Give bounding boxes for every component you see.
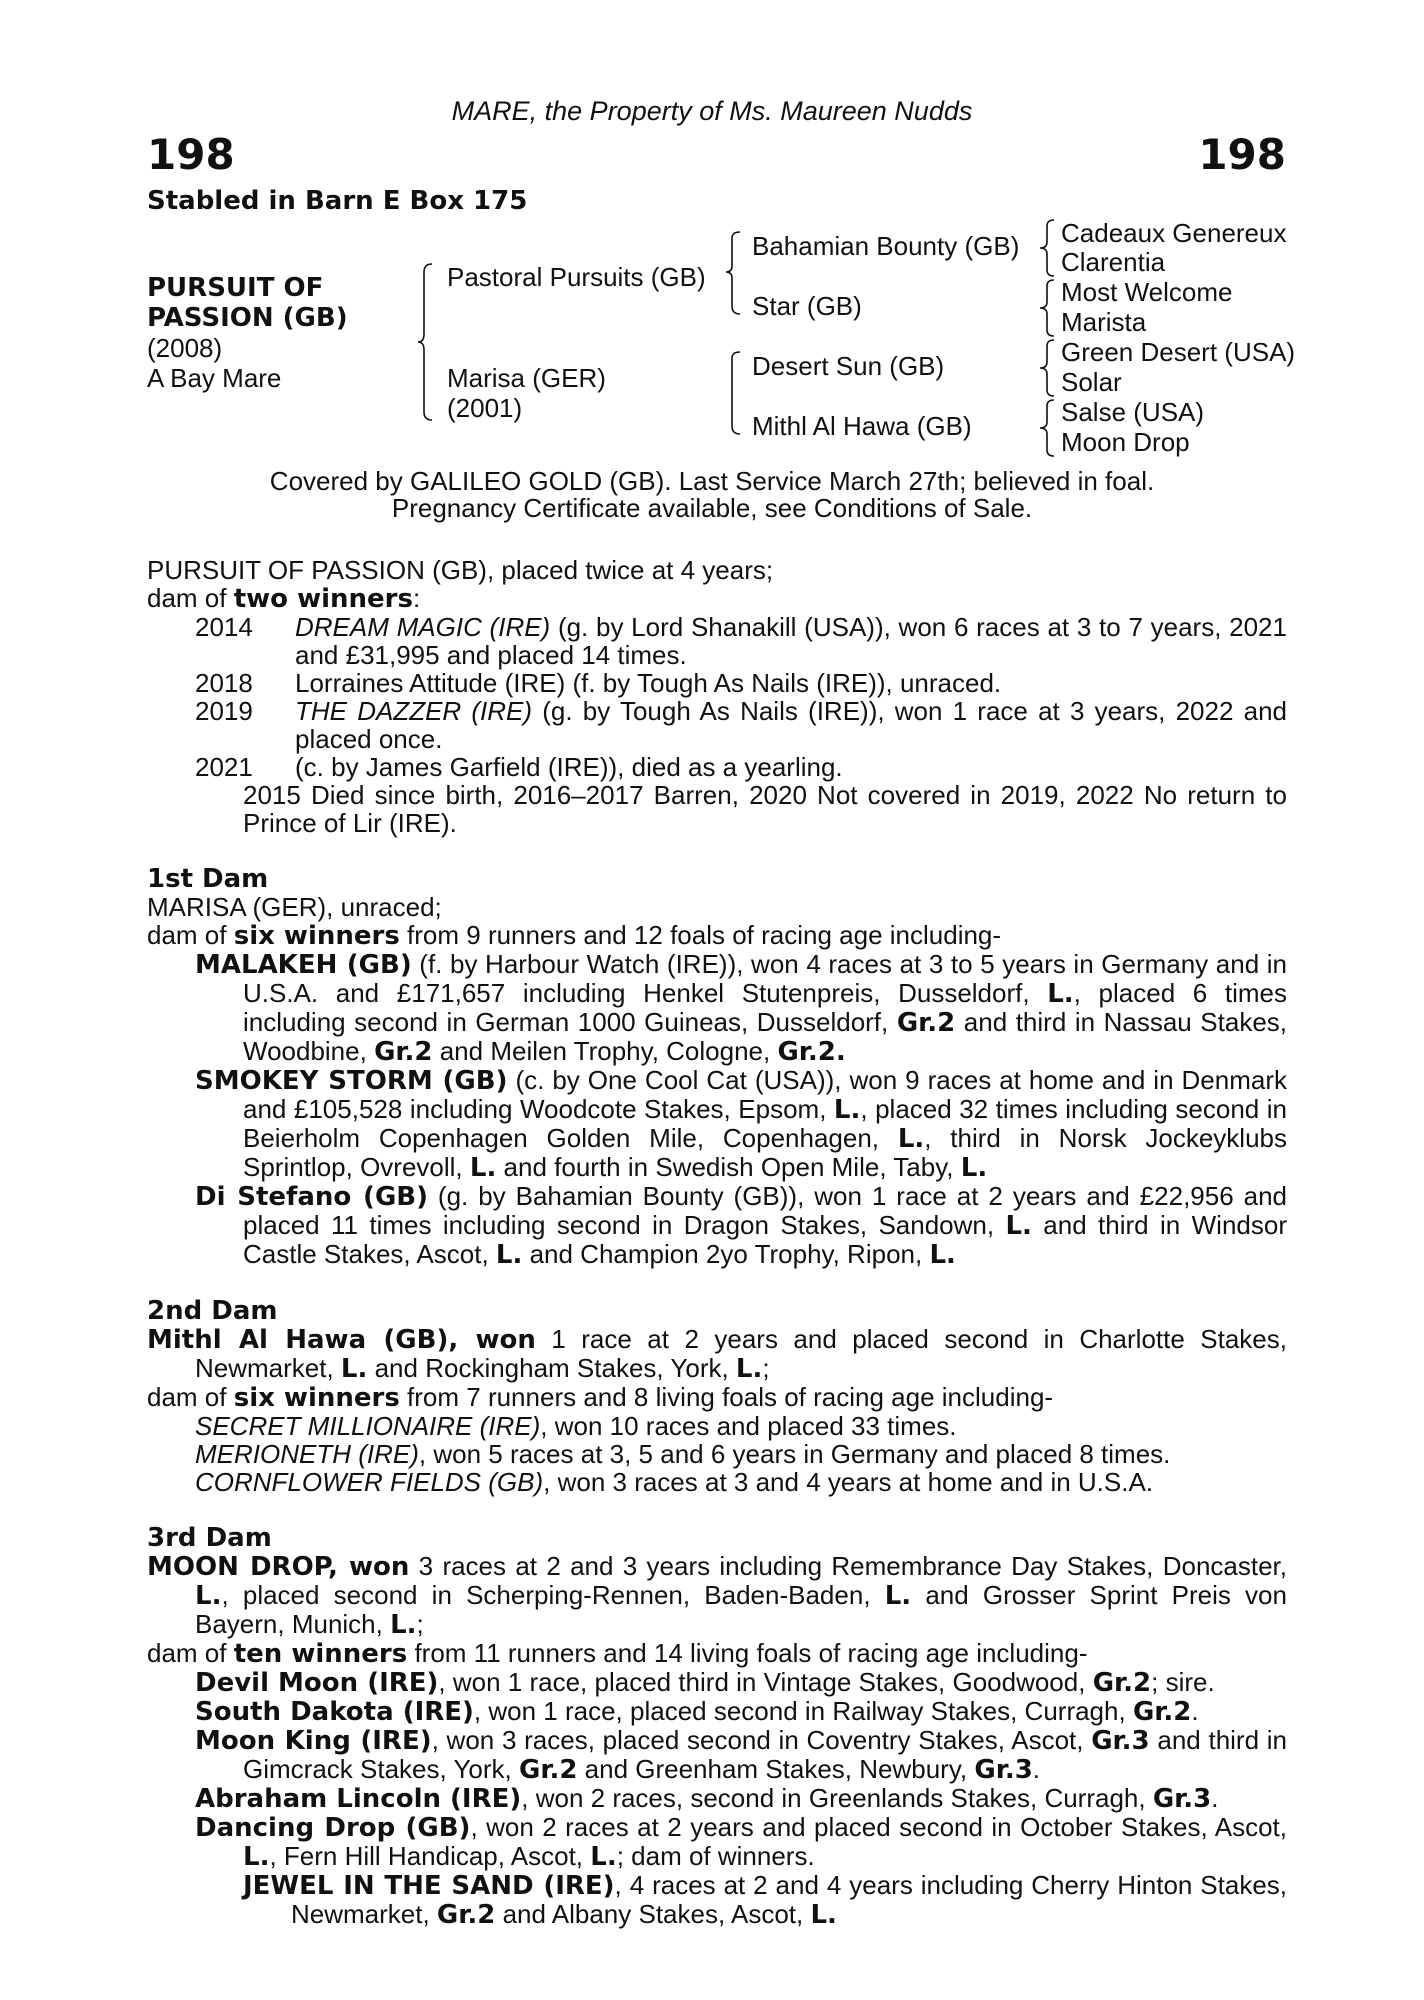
stabling-info: Stabled in Barn E Box 175 [147, 186, 528, 216]
winner-cornflower-fields: CORNFLOWER FIELDS (GB), won 3 races at 3 and 4 years at home and in U.S.A. [195, 1467, 1154, 1497]
first-dam-heading: 1st Dam [147, 864, 269, 894]
pregnancy-line: Pregnancy Certificate available, see Conditions of Sale. [391, 493, 1033, 523]
winner-devil-moon: Devil Moon (IRE), won 1 race, placed third in Vintage Stakes, Goodwood, Gr.2; sire. [195, 1667, 1215, 1698]
second-dam-heading: 2nd Dam [147, 1296, 278, 1326]
first-dam-dam-of: dam of six winners from 9 runners and 12 foals of racing age including- [147, 920, 1002, 951]
bracket-gen3-1 [1040, 218, 1058, 278]
sd-dam: Marista [1061, 307, 1147, 337]
horse-name-line2: PASSION (GB) [147, 303, 348, 333]
horse-description: A Bay Mare [147, 363, 282, 393]
winner-moon-king: Moon King (IRE), won 3 races, placed second in Coventry Stakes, Ascot, Gr.3 and third in Gimcrack Stakes, York, Gr.2 and Greenham Stakes, Newbury, Gr.3. [195, 1725, 1287, 1785]
dam-dam: Mithl Al Hawa (GB) [752, 411, 972, 441]
winner-dancing-drop: Dancing Drop (GB), won 2 races at 2 years and placed second in October Stakes, Ascot, L., Fern Hill Handicap, Ascot, L.; dam of winners. [195, 1812, 1287, 1872]
page-header: MARE, the Property of Ms. Maureen Nudds [451, 96, 973, 126]
winner-di-stefano: Di Stefano (GB) (g. by Bahamian Bounty (GB)), won 1 race at 2 years and £22,956 and placed 11 times including second in Dragon Stakes, Sandown, L. and third in Windsor Castle Stakes, Ascot, L. and Champion 2yo Trophy, Ripon, L. [195, 1181, 1287, 1270]
winner-abraham-lincoln: Abraham Lincoln (IRE), won 2 races, second in Greenlands Stakes, Curragh, Gr.3. [195, 1783, 1219, 1814]
third-dam-heading: 3rd Dam [147, 1523, 272, 1553]
produce-notes: 2015 Died since birth, 2016–2017 Barren, 2020 Not covered in 2019, 2022 No return to Prince of Lir (IRE). [243, 780, 1287, 838]
lot-number-left: 198 [147, 130, 235, 179]
dd-sire: Salse (USA) [1061, 397, 1205, 427]
bracket-gen3-4 [1040, 398, 1058, 458]
second-dam-record: Mithl Al Hawa (GB), won 1 race at 2 years and placed second in Charlotte Stakes, Newmarket, L. and Rockingham Stakes, York, L.; [147, 1324, 1287, 1384]
dam-name: Marisa (GER) [447, 363, 606, 393]
sire-dam: Star (GB) [752, 291, 862, 321]
second-dam-dam-of: dam of six winners from 7 runners and 8 living foals of racing age including- [147, 1382, 1054, 1413]
ds-sire: Green Desert (USA) [1061, 337, 1296, 367]
produce-2019: 2019 THE DAZZER (IRE) (g. by Tough As Nails (IRE)), won 1 race at 3 years, 2022 and placed once. [195, 696, 1287, 754]
third-dam-record: MOON DROP, won 3 races at 2 and 3 years including Remembrance Day Stakes, Doncaster, L., placed second in Scherping-Rennen, Baden-Baden, L. and Grosser Sprint Preis von Bayern, Munich, L.; [147, 1551, 1287, 1640]
winner-smokey-storm: SMOKEY STORM (GB) (c. by One Cool Cat (USA)), won 9 races at home and in Denmark and £105,528 including Woodcote Stakes, Epsom, L., placed 32 times including second in Beierholm Copenhagen Golden Mile, Copenhagen, L., third in Norsk Jockeyklubs Sprintlop, Ovrevoll, L. and fourth in Swedish Open Mile, Taby, L. [195, 1065, 1287, 1183]
horse-name-line1: PURSUIT OF [147, 273, 324, 303]
produce-2018: 2018 Lorraines Attitude (IRE) (f. by Tough As Nails (IRE)), unraced. [195, 668, 1002, 698]
produce-intro: PURSUIT OF PASSION (GB), placed twice at 4 years; [147, 555, 774, 585]
covering-info [0, 468, 1424, 522]
bracket-gen3-2 [1040, 278, 1058, 338]
bracket-dam [728, 350, 748, 436]
sire-sire: Bahamian Bounty (GB) [752, 231, 1020, 261]
covering-line: Covered by GALILEO GOLD (GB). Last Service March 27th; believed in foal. [269, 466, 1155, 496]
produce-2021: 2021 (c. by James Garfield (IRE)), died as a yearling. [195, 752, 843, 782]
sd-sire: Most Welcome [1061, 277, 1233, 307]
bracket-gen3-3 [1040, 338, 1058, 398]
winner-merioneth: MERIONETH (IRE), won 5 races at 3, 5 and 6 years in Germany and placed 8 times. [195, 1439, 1171, 1469]
produce-dam-of: dam of two winners: [147, 583, 421, 614]
produce-2014: 2014 DREAM MAGIC (IRE) (g. by Lord Shanakill (USA)), won 6 races at 3 to 7 years, 2021 and £31,995 and placed 14 times. [195, 612, 1287, 670]
winner-malakeh: MALAKEH (GB) (f. by Harbour Watch (IRE)), won 4 races at 3 to 5 years in Germany and in U.S.A. and £171,657 including Henkel Stutenpreis, Dusseldorf, L., placed 6 times including second in German 1000 Guineas, Dusseldorf, Gr.2 and third in Nassau Stakes, Woodbine, Gr.2 and Meilen Trophy, Cologne, Gr.2. [195, 949, 1288, 1067]
ds-dam: Solar [1061, 367, 1122, 397]
lot-number-right: 198 [1198, 130, 1286, 179]
ss-sire: Cadeaux Genereux [1061, 218, 1287, 248]
ss-dam: Clarentia [1061, 247, 1166, 277]
third-dam-dam-of: dam of ten winners from 11 runners and 14 living foals of racing age including- [147, 1638, 1088, 1669]
horse-foaled: (2008) [147, 333, 223, 363]
first-dam-intro: MARISA (GER), unraced; [147, 892, 442, 922]
bracket-gen1 [418, 262, 438, 422]
dd-dam: Moon Drop [1061, 427, 1190, 457]
winner-south-dakota: South Dakota (IRE), won 1 race, placed second in Railway Stakes, Curragh, Gr.2. [195, 1696, 1199, 1727]
catalogue-body [147, 556, 1287, 1929]
dam-year: (2001) [447, 393, 523, 423]
sire-name: Pastoral Pursuits (GB) [447, 262, 706, 292]
dam-sire: Desert Sun (GB) [752, 351, 945, 381]
winner-jewel-in-the-sand: JEWEL IN THE SAND (IRE), 4 races at 2 and 4 years including Cherry Hinton Stakes, Newmarket, Gr.2 and Albany Stakes, Ascot, L. [243, 1870, 1288, 1930]
bracket-sire [728, 230, 748, 316]
winner-secret-millionaire: SECRET MILLIONAIRE (IRE), won 10 races and placed 33 times. [195, 1411, 957, 1441]
